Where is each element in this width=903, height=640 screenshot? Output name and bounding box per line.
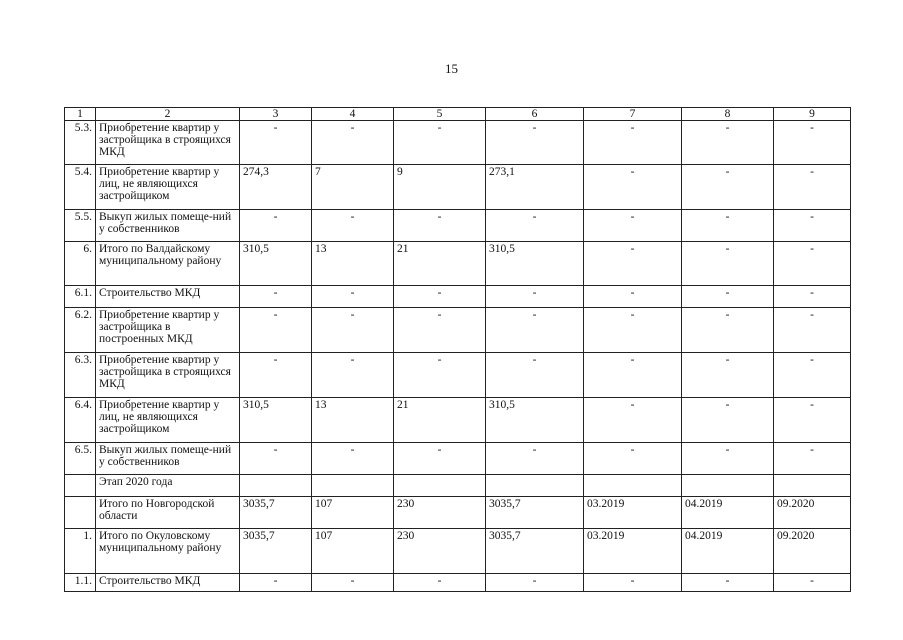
cell-col-5: -: [394, 574, 486, 592]
row-number: 5.5.: [65, 210, 96, 242]
cell-col-3: [240, 475, 312, 497]
cell-col-4: 107: [312, 529, 394, 574]
cell-col-8: -: [682, 353, 774, 398]
row-number: 1.: [65, 529, 96, 574]
cell-col-4: -: [312, 210, 394, 242]
cell-col-5: -: [394, 443, 486, 475]
column-header-4: 4: [312, 108, 394, 121]
column-header-5: 5: [394, 108, 486, 121]
column-header-2: 2: [96, 108, 240, 121]
cell-col-8: [682, 475, 774, 497]
cell-col-9: -: [774, 286, 851, 308]
cell-col-6: 310,5: [486, 242, 584, 286]
cell-col-3: -: [240, 286, 312, 308]
row-number: [65, 475, 96, 497]
cell-col-9: -: [774, 398, 851, 443]
cell-col-8: -: [682, 443, 774, 475]
cell-col-8: 04.2019: [682, 529, 774, 574]
row-number: 6.5.: [65, 443, 96, 475]
row-name: Приобретение квартир у застройщика в построенных МКД: [96, 308, 240, 353]
cell-col-9: -: [774, 574, 851, 592]
row-number: 5.3.: [65, 121, 96, 165]
cell-col-7: -: [584, 574, 682, 592]
cell-col-6: -: [486, 121, 584, 165]
row-number: 6.3.: [65, 353, 96, 398]
cell-col-5: -: [394, 353, 486, 398]
cell-col-7: [584, 475, 682, 497]
cell-col-5: 21: [394, 242, 486, 286]
program-table: [64, 107, 851, 592]
cell-col-7: -: [584, 165, 682, 210]
cell-col-3: -: [240, 443, 312, 475]
cell-col-3: -: [240, 353, 312, 398]
cell-col-6: -: [486, 308, 584, 353]
table-row: [65, 529, 851, 574]
cell-col-3: 310,5: [240, 398, 312, 443]
cell-col-3: 3035,7: [240, 497, 312, 529]
column-header-9: 9: [774, 108, 851, 121]
cell-col-3: -: [240, 210, 312, 242]
table-row: [65, 574, 851, 592]
cell-col-6: -: [486, 210, 584, 242]
cell-col-4: [312, 475, 394, 497]
cell-col-7: 03.2019: [584, 497, 682, 529]
cell-col-9: -: [774, 165, 851, 210]
cell-col-5: -: [394, 286, 486, 308]
cell-col-9: 09.2020: [774, 529, 851, 574]
cell-col-8: -: [682, 398, 774, 443]
cell-col-9: -: [774, 308, 851, 353]
table-row: [65, 242, 851, 286]
cell-col-6: 3035,7: [486, 497, 584, 529]
cell-col-9: -: [774, 242, 851, 286]
row-name: Приобретение квартир у лиц, не являющихся застройщиком: [96, 165, 240, 210]
column-header-3: 3: [240, 108, 312, 121]
cell-col-4: -: [312, 286, 394, 308]
cell-col-6: 310,5: [486, 398, 584, 443]
cell-col-3: 310,5: [240, 242, 312, 286]
cell-col-9: -: [774, 210, 851, 242]
table-row: [65, 286, 851, 308]
cell-col-6: 273,1: [486, 165, 584, 210]
row-name: Строительство МКД: [96, 286, 240, 308]
cell-col-4: -: [312, 443, 394, 475]
row-name: Выкуп жилых помеще-ний у собственников: [96, 443, 240, 475]
row-number: 6.: [65, 242, 96, 286]
row-name: Строительство МКД: [96, 574, 240, 592]
cell-col-4: 107: [312, 497, 394, 529]
cell-col-9: -: [774, 353, 851, 398]
column-header-7: 7: [584, 108, 682, 121]
cell-col-8: -: [682, 574, 774, 592]
row-name: Приобретение квартир у застройщика в строящихся МКД: [96, 353, 240, 398]
row-name: Выкуп жилых помеще-ний у собственников: [96, 210, 240, 242]
cell-col-4: 13: [312, 242, 394, 286]
cell-col-8: -: [682, 165, 774, 210]
cell-col-5: -: [394, 308, 486, 353]
cell-col-5: 9: [394, 165, 486, 210]
cell-col-3: 274,3: [240, 165, 312, 210]
cell-col-6: -: [486, 443, 584, 475]
cell-col-4: -: [312, 308, 394, 353]
table-row: [65, 308, 851, 353]
row-name: Приобретение квартир у лиц, не являющихся застройщиком: [96, 398, 240, 443]
cell-col-6: [486, 475, 584, 497]
cell-col-9: -: [774, 121, 851, 165]
cell-col-8: -: [682, 210, 774, 242]
table-row: [65, 210, 851, 242]
cell-col-6: -: [486, 353, 584, 398]
table-row: [65, 497, 851, 529]
row-name: Итого по Валдайскому муниципальному району: [96, 242, 240, 286]
column-header-1: 1: [65, 108, 96, 121]
cell-col-3: -: [240, 574, 312, 592]
cell-col-7: -: [584, 286, 682, 308]
cell-col-8: 04.2019: [682, 497, 774, 529]
cell-col-7: -: [584, 210, 682, 242]
table-row: [65, 121, 851, 165]
cell-col-8: -: [682, 121, 774, 165]
cell-col-5: -: [394, 121, 486, 165]
table-row: [65, 353, 851, 398]
cell-col-7: -: [584, 308, 682, 353]
cell-col-7: -: [584, 121, 682, 165]
cell-col-8: -: [682, 242, 774, 286]
cell-col-4: -: [312, 353, 394, 398]
row-name: Приобретение квартир у застройщика в строящихся МКД: [96, 121, 240, 165]
cell-col-4: -: [312, 574, 394, 592]
cell-col-6: -: [486, 286, 584, 308]
cell-col-5: 21: [394, 398, 486, 443]
row-number: 6.1.: [65, 286, 96, 308]
cell-col-5: 230: [394, 497, 486, 529]
cell-col-6: -: [486, 574, 584, 592]
table-row: [65, 398, 851, 443]
cell-col-8: -: [682, 308, 774, 353]
cell-col-7: -: [584, 242, 682, 286]
cell-col-3: -: [240, 308, 312, 353]
row-number: [65, 497, 96, 529]
row-number: 1.1.: [65, 574, 96, 592]
cell-col-5: 230: [394, 529, 486, 574]
cell-col-5: [394, 475, 486, 497]
row-number: 6.4.: [65, 398, 96, 443]
row-name: Итого по Окуловскому муниципальному району: [96, 529, 240, 574]
cell-col-9: -: [774, 443, 851, 475]
column-header-6: 6: [486, 108, 584, 121]
cell-col-5: -: [394, 210, 486, 242]
row-name: Итого по Новгородской области: [96, 497, 240, 529]
cell-col-6: 3035,7: [486, 529, 584, 574]
cell-col-9: [774, 475, 851, 497]
cell-col-4: -: [312, 121, 394, 165]
cell-col-7: 03.2019: [584, 529, 682, 574]
cell-col-4: 7: [312, 165, 394, 210]
column-header-8: 8: [682, 108, 774, 121]
cell-col-7: -: [584, 398, 682, 443]
cell-col-7: -: [584, 443, 682, 475]
cell-col-9: 09.2020: [774, 497, 851, 529]
table-body: [65, 121, 851, 592]
section-title: Этап 2020 года: [96, 475, 240, 497]
cell-col-7: -: [584, 353, 682, 398]
table-row: [65, 475, 851, 497]
cell-col-3: -: [240, 121, 312, 165]
header-row: [65, 108, 851, 121]
table-row: [65, 165, 851, 210]
cell-col-3: 3035,7: [240, 529, 312, 574]
page-number: 15: [445, 61, 458, 76]
table-row: [65, 443, 851, 475]
row-number: 6.2.: [65, 308, 96, 353]
cell-col-8: -: [682, 286, 774, 308]
row-number: 5.4.: [65, 165, 96, 210]
cell-col-4: 13: [312, 398, 394, 443]
